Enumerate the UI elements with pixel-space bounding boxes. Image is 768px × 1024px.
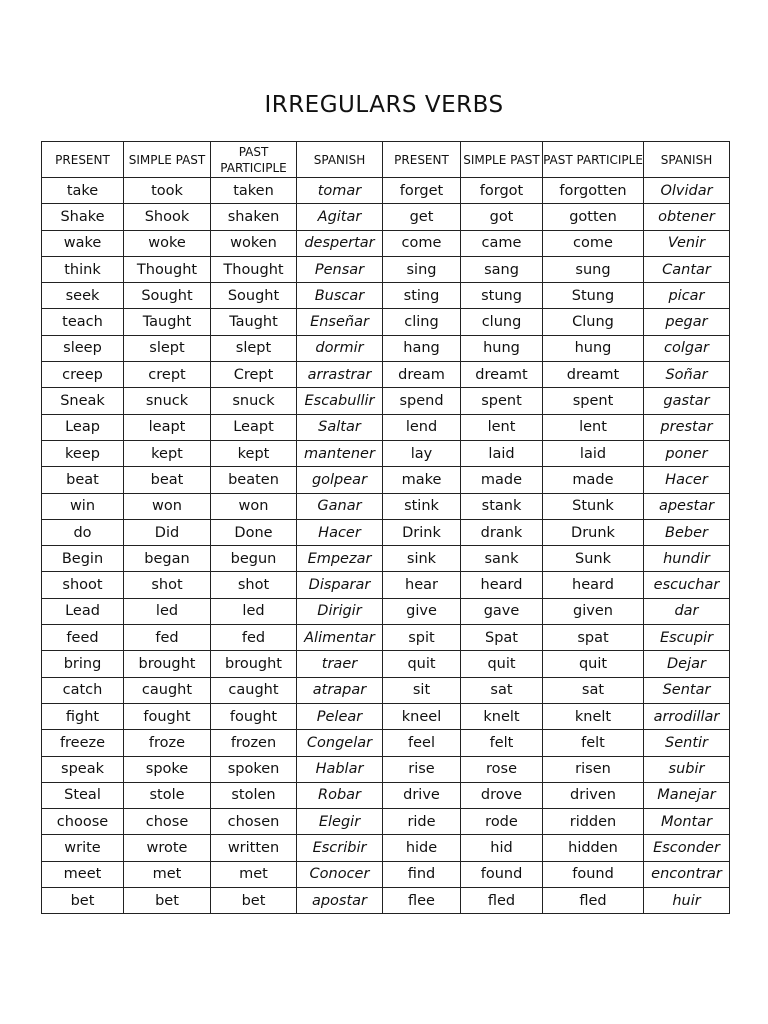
cell-present-2: stink <box>383 493 461 519</box>
cell-present-1: win <box>42 493 124 519</box>
cell-simple-past-2: found <box>461 861 543 887</box>
cell-spanish-2: escuchar <box>644 572 730 598</box>
cell-spanish-2: Manejar <box>644 782 730 808</box>
cell-simple-past-2: quit <box>461 651 543 677</box>
cell-spanish-2: Dejar <box>644 651 730 677</box>
cell-spanish-2: Esconder <box>644 835 730 861</box>
cell-present-1: bet <box>42 888 124 914</box>
cell-spanish-1: Hablar <box>297 756 383 782</box>
cell-present-1: meet <box>42 861 124 887</box>
cell-past-participle-2: forgotten <box>543 178 644 204</box>
cell-simple-past-1: leapt <box>124 414 211 440</box>
cell-present-1: Steal <box>42 782 124 808</box>
cell-present-1: feed <box>42 625 124 651</box>
table-row <box>42 283 730 309</box>
cell-present-1: keep <box>42 440 124 466</box>
cell-spanish-2: pegar <box>644 309 730 335</box>
cell-simple-past-1: Shook <box>124 204 211 230</box>
cell-spanish-2: Escupir <box>644 625 730 651</box>
cell-spanish-1: Dirigir <box>297 598 383 624</box>
cell-present-2: spit <box>383 625 461 651</box>
irregular-verbs-table <box>41 141 730 914</box>
cell-past-participle-1: slept <box>211 335 297 361</box>
cell-spanish-1: despertar <box>297 230 383 256</box>
cell-spanish-2: obtener <box>644 204 730 230</box>
cell-simple-past-2: fled <box>461 888 543 914</box>
header-present-2: PRESENT <box>383 142 461 178</box>
cell-past-participle-1: caught <box>211 677 297 703</box>
cell-present-1: teach <box>42 309 124 335</box>
cell-past-participle-2: felt <box>543 730 644 756</box>
cell-simple-past-2: Spat <box>461 625 543 651</box>
cell-simple-past-1: brought <box>124 651 211 677</box>
cell-spanish-2: huir <box>644 888 730 914</box>
cell-past-participle-2: hung <box>543 335 644 361</box>
cell-simple-past-1: Thought <box>124 256 211 282</box>
cell-spanish-1: Conocer <box>297 861 383 887</box>
header-past-participle-1: PAST PARTICIPLE <box>211 142 297 178</box>
cell-simple-past-2: sank <box>461 546 543 572</box>
cell-past-participle-2: made <box>543 467 644 493</box>
cell-present-2: lend <box>383 414 461 440</box>
cell-present-2: ride <box>383 809 461 835</box>
cell-present-1: shoot <box>42 572 124 598</box>
cell-spanish-1: tomar <box>297 178 383 204</box>
cell-past-participle-2: laid <box>543 440 644 466</box>
table-row <box>42 388 730 414</box>
cell-past-participle-2: Stung <box>543 283 644 309</box>
table-row <box>42 835 730 861</box>
cell-spanish-2: Beber <box>644 519 730 545</box>
cell-simple-past-1: led <box>124 598 211 624</box>
cell-simple-past-1: caught <box>124 677 211 703</box>
cell-present-1: write <box>42 835 124 861</box>
cell-past-participle-2: risen <box>543 756 644 782</box>
cell-past-participle-2: come <box>543 230 644 256</box>
cell-spanish-1: Saltar <box>297 414 383 440</box>
cell-spanish-2: Hacer <box>644 467 730 493</box>
cell-simple-past-1: won <box>124 493 211 519</box>
cell-simple-past-2: got <box>461 204 543 230</box>
cell-spanish-2: poner <box>644 440 730 466</box>
cell-past-participle-2: sung <box>543 256 644 282</box>
cell-spanish-1: Enseñar <box>297 309 383 335</box>
cell-spanish-2: apestar <box>644 493 730 519</box>
cell-past-participle-1: chosen <box>211 809 297 835</box>
cell-present-2: make <box>383 467 461 493</box>
cell-simple-past-2: lent <box>461 414 543 440</box>
cell-simple-past-1: snuck <box>124 388 211 414</box>
cell-simple-past-1: Taught <box>124 309 211 335</box>
cell-spanish-2: subir <box>644 756 730 782</box>
cell-past-participle-2: dreamt <box>543 362 644 388</box>
cell-past-participle-2: heard <box>543 572 644 598</box>
table-row <box>42 493 730 519</box>
cell-simple-past-2: sat <box>461 677 543 703</box>
cell-past-participle-1: written <box>211 835 297 861</box>
table-row <box>42 809 730 835</box>
cell-past-participle-1: met <box>211 861 297 887</box>
cell-spanish-2: prestar <box>644 414 730 440</box>
cell-simple-past-2: hung <box>461 335 543 361</box>
cell-present-2: forget <box>383 178 461 204</box>
cell-simple-past-2: laid <box>461 440 543 466</box>
cell-simple-past-2: spent <box>461 388 543 414</box>
cell-simple-past-2: hid <box>461 835 543 861</box>
cell-past-participle-2: driven <box>543 782 644 808</box>
cell-past-participle-2: spent <box>543 388 644 414</box>
table-row <box>42 309 730 335</box>
table-body <box>42 178 730 914</box>
cell-past-participle-1: fed <box>211 625 297 651</box>
cell-past-participle-1: kept <box>211 440 297 466</box>
cell-simple-past-1: took <box>124 178 211 204</box>
cell-simple-past-1: crept <box>124 362 211 388</box>
cell-past-participle-1: taken <box>211 178 297 204</box>
table-row <box>42 703 730 729</box>
cell-past-participle-2: gotten <box>543 204 644 230</box>
cell-spanish-1: Ganar <box>297 493 383 519</box>
cell-simple-past-1: met <box>124 861 211 887</box>
cell-past-participle-2: given <box>543 598 644 624</box>
cell-spanish-1: Escabullir <box>297 388 383 414</box>
cell-present-2: Drink <box>383 519 461 545</box>
page-title: IRREGULARS VERBS <box>264 92 504 118</box>
table-row <box>42 440 730 466</box>
table-row <box>42 730 730 756</box>
cell-spanish-1: mantener <box>297 440 383 466</box>
cell-simple-past-1: stole <box>124 782 211 808</box>
cell-spanish-1: Alimentar <box>297 625 383 651</box>
cell-spanish-1: golpear <box>297 467 383 493</box>
cell-spanish-2: dar <box>644 598 730 624</box>
cell-past-participle-1: woken <box>211 230 297 256</box>
cell-simple-past-1: Did <box>124 519 211 545</box>
cell-spanish-2: Venir <box>644 230 730 256</box>
cell-simple-past-1: began <box>124 546 211 572</box>
cell-spanish-1: Agitar <box>297 204 383 230</box>
cell-spanish-2: Sentir <box>644 730 730 756</box>
cell-past-participle-2: hidden <box>543 835 644 861</box>
cell-present-2: sting <box>383 283 461 309</box>
cell-simple-past-1: wrote <box>124 835 211 861</box>
cell-present-2: hear <box>383 572 461 598</box>
table-row <box>42 572 730 598</box>
table-row <box>42 178 730 204</box>
cell-past-participle-1: begun <box>211 546 297 572</box>
cell-spanish-2: colgar <box>644 335 730 361</box>
cell-simple-past-2: stank <box>461 493 543 519</box>
cell-past-participle-1: Leapt <box>211 414 297 440</box>
header-past-participle-2: PAST PARTICIPLE <box>543 142 644 178</box>
table-row <box>42 677 730 703</box>
cell-present-1: speak <box>42 756 124 782</box>
cell-past-participle-2: found <box>543 861 644 887</box>
cell-present-2: sink <box>383 546 461 572</box>
cell-present-1: bring <box>42 651 124 677</box>
cell-present-1: freeze <box>42 730 124 756</box>
table-row <box>42 546 730 572</box>
cell-past-participle-2: ridden <box>543 809 644 835</box>
cell-past-participle-1: spoken <box>211 756 297 782</box>
cell-spanish-2: gastar <box>644 388 730 414</box>
cell-past-participle-1: fought <box>211 703 297 729</box>
cell-present-1: think <box>42 256 124 282</box>
cell-past-participle-1: won <box>211 493 297 519</box>
cell-spanish-2: Sentar <box>644 677 730 703</box>
cell-past-participle-1: shaken <box>211 204 297 230</box>
cell-simple-past-2: heard <box>461 572 543 598</box>
header-present-1: PRESENT <box>42 142 124 178</box>
cell-spanish-1: dormir <box>297 335 383 361</box>
cell-spanish-1: atrapar <box>297 677 383 703</box>
cell-spanish-2: picar <box>644 283 730 309</box>
cell-past-participle-1: stolen <box>211 782 297 808</box>
cell-past-participle-1: led <box>211 598 297 624</box>
cell-simple-past-1: chose <box>124 809 211 835</box>
cell-simple-past-1: froze <box>124 730 211 756</box>
cell-past-participle-1: brought <box>211 651 297 677</box>
cell-present-2: drive <box>383 782 461 808</box>
cell-simple-past-2: gave <box>461 598 543 624</box>
table-row <box>42 519 730 545</box>
cell-past-participle-1: Thought <box>211 256 297 282</box>
cell-past-participle-1: frozen <box>211 730 297 756</box>
cell-simple-past-1: slept <box>124 335 211 361</box>
header-spanish-2: SPANISH <box>644 142 730 178</box>
cell-past-participle-1: Crept <box>211 362 297 388</box>
cell-simple-past-2: rose <box>461 756 543 782</box>
cell-simple-past-2: forgot <box>461 178 543 204</box>
cell-simple-past-2: made <box>461 467 543 493</box>
cell-spanish-1: Robar <box>297 782 383 808</box>
cell-present-2: flee <box>383 888 461 914</box>
cell-spanish-2: Olvidar <box>644 178 730 204</box>
cell-simple-past-2: stung <box>461 283 543 309</box>
cell-past-participle-2: Stunk <box>543 493 644 519</box>
cell-spanish-1: Disparar <box>297 572 383 598</box>
cell-spanish-2: encontrar <box>644 861 730 887</box>
cell-present-2: find <box>383 861 461 887</box>
table-row <box>42 651 730 677</box>
cell-spanish-2: hundir <box>644 546 730 572</box>
cell-present-1: take <box>42 178 124 204</box>
cell-spanish-1: Escribir <box>297 835 383 861</box>
cell-past-participle-1: bet <box>211 888 297 914</box>
cell-past-participle-1: beaten <box>211 467 297 493</box>
table-row <box>42 335 730 361</box>
cell-spanish-1: Pensar <box>297 256 383 282</box>
cell-present-2: quit <box>383 651 461 677</box>
cell-simple-past-1: fought <box>124 703 211 729</box>
cell-present-2: sing <box>383 256 461 282</box>
cell-simple-past-1: beat <box>124 467 211 493</box>
table-row <box>42 782 730 808</box>
table-row <box>42 625 730 651</box>
header-row <box>42 142 730 178</box>
header-simple-past-1: SIMPLE PAST <box>124 142 211 178</box>
header-simple-past-2: SIMPLE PAST <box>461 142 543 178</box>
cell-past-participle-2: Sunk <box>543 546 644 572</box>
cell-simple-past-1: bet <box>124 888 211 914</box>
table-row <box>42 467 730 493</box>
cell-past-participle-1: Taught <box>211 309 297 335</box>
cell-simple-past-2: drank <box>461 519 543 545</box>
table-row <box>42 204 730 230</box>
cell-simple-past-2: came <box>461 230 543 256</box>
cell-present-1: choose <box>42 809 124 835</box>
table-row <box>42 362 730 388</box>
cell-present-2: spend <box>383 388 461 414</box>
cell-spanish-1: arrastrar <box>297 362 383 388</box>
cell-simple-past-2: felt <box>461 730 543 756</box>
table-row <box>42 414 730 440</box>
cell-spanish-1: apostar <box>297 888 383 914</box>
cell-past-participle-1: shot <box>211 572 297 598</box>
cell-spanish-1: Hacer <box>297 519 383 545</box>
cell-past-participle-2: knelt <box>543 703 644 729</box>
cell-present-1: sleep <box>42 335 124 361</box>
cell-past-participle-1: Sought <box>211 283 297 309</box>
cell-present-1: catch <box>42 677 124 703</box>
cell-present-2: lay <box>383 440 461 466</box>
cell-present-2: sit <box>383 677 461 703</box>
cell-simple-past-2: rode <box>461 809 543 835</box>
cell-spanish-2: Montar <box>644 809 730 835</box>
cell-past-participle-2: spat <box>543 625 644 651</box>
cell-spanish-1: Empezar <box>297 546 383 572</box>
cell-spanish-1: Elegir <box>297 809 383 835</box>
header-spanish-1: SPANISH <box>297 142 383 178</box>
cell-past-participle-2: quit <box>543 651 644 677</box>
cell-past-participle-2: sat <box>543 677 644 703</box>
cell-present-1: Shake <box>42 204 124 230</box>
cell-simple-past-2: drove <box>461 782 543 808</box>
cell-spanish-2: arrodillar <box>644 703 730 729</box>
table-row <box>42 598 730 624</box>
cell-present-2: cling <box>383 309 461 335</box>
cell-present-1: creep <box>42 362 124 388</box>
cell-simple-past-2: sang <box>461 256 543 282</box>
cell-present-1: Sneak <box>42 388 124 414</box>
cell-present-1: Leap <box>42 414 124 440</box>
cell-present-2: give <box>383 598 461 624</box>
cell-present-2: feel <box>383 730 461 756</box>
cell-spanish-1: Buscar <box>297 283 383 309</box>
cell-simple-past-2: knelt <box>461 703 543 729</box>
cell-present-1: wake <box>42 230 124 256</box>
cell-present-1: Begin <box>42 546 124 572</box>
cell-spanish-2: Cantar <box>644 256 730 282</box>
cell-present-2: hang <box>383 335 461 361</box>
cell-present-1: fight <box>42 703 124 729</box>
cell-simple-past-1: shot <box>124 572 211 598</box>
cell-present-1: seek <box>42 283 124 309</box>
cell-past-participle-1: snuck <box>211 388 297 414</box>
table-row <box>42 230 730 256</box>
cell-spanish-1: Congelar <box>297 730 383 756</box>
cell-simple-past-1: spoke <box>124 756 211 782</box>
cell-present-1: do <box>42 519 124 545</box>
cell-simple-past-1: woke <box>124 230 211 256</box>
cell-simple-past-1: kept <box>124 440 211 466</box>
cell-present-1: Lead <box>42 598 124 624</box>
table-row <box>42 888 730 914</box>
cell-simple-past-2: dreamt <box>461 362 543 388</box>
cell-present-2: dream <box>383 362 461 388</box>
cell-present-1: beat <box>42 467 124 493</box>
cell-past-participle-2: Clung <box>543 309 644 335</box>
cell-simple-past-1: fed <box>124 625 211 651</box>
cell-past-participle-2: Drunk <box>543 519 644 545</box>
cell-present-2: get <box>383 204 461 230</box>
cell-simple-past-1: Sought <box>124 283 211 309</box>
table-row <box>42 861 730 887</box>
cell-past-participle-2: fled <box>543 888 644 914</box>
cell-present-2: kneel <box>383 703 461 729</box>
cell-spanish-1: Pelear <box>297 703 383 729</box>
cell-spanish-2: Soñar <box>644 362 730 388</box>
cell-spanish-1: traer <box>297 651 383 677</box>
cell-past-participle-2: lent <box>543 414 644 440</box>
table-row <box>42 756 730 782</box>
cell-present-2: hide <box>383 835 461 861</box>
cell-present-2: rise <box>383 756 461 782</box>
table-row <box>42 256 730 282</box>
cell-simple-past-2: clung <box>461 309 543 335</box>
cell-present-2: come <box>383 230 461 256</box>
cell-past-participle-1: Done <box>211 519 297 545</box>
